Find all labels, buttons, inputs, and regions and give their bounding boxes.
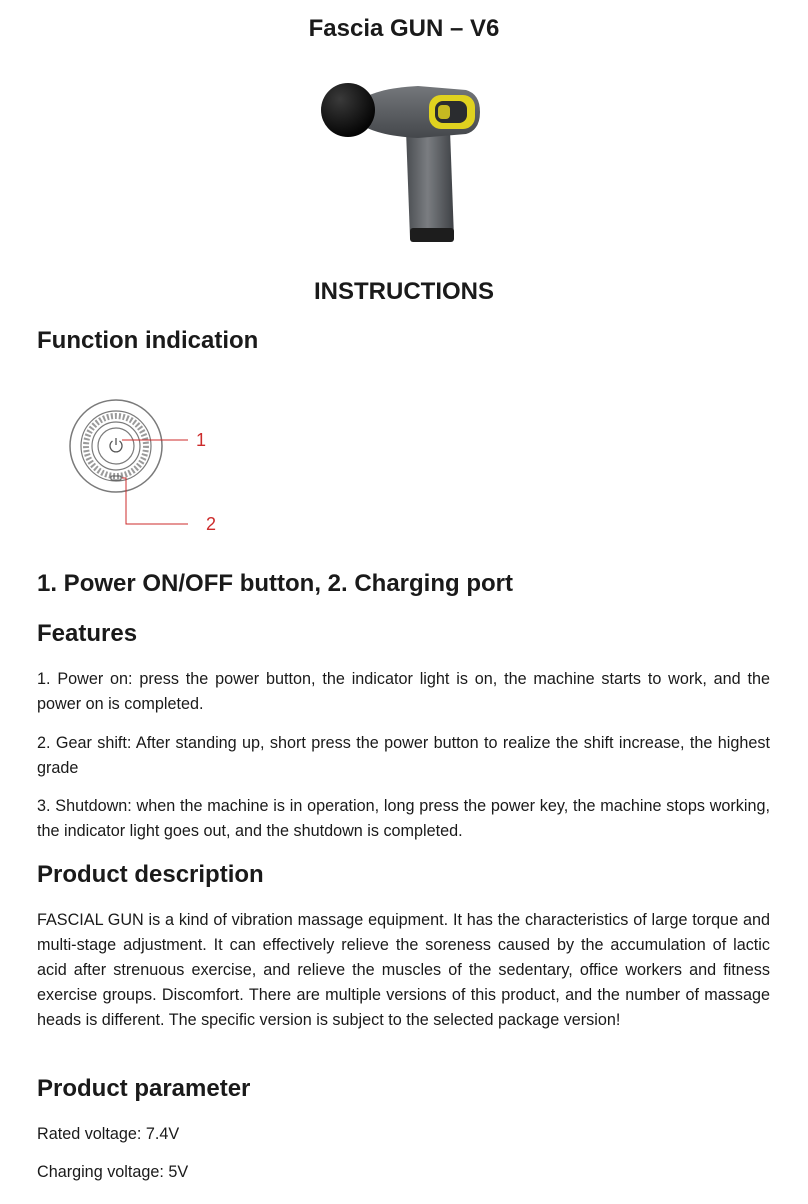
product-parameter-heading: Product parameter [37, 1075, 251, 1102]
feature-item-1: 1. Power on: press the power button, the indicator light is on, the machine starts to work, and the power on is completed. [37, 670, 770, 713]
product-description-text: FASCIAL GUN is a kind of vibration massage equipment. It has the characteristics of large torque and multi-stage adjustment. It can effectively relieve the soreness caused by the accumulation of lactic acid after strenuous exercise, and relieve the muscles of the sedentary, office workers and fitness exercise groups. Discomfort. There are multiple versions of this product, and the number of massage heads is different. The specific version is subject to the selected package version! [37, 911, 770, 1029]
callout-1-label: 1 [196, 430, 207, 450]
charging-voltage: Charging voltage: 5V [37, 1163, 189, 1181]
document-title: Fascia GUN – V6 [308, 15, 500, 42]
function-indication-heading: Function indication [37, 327, 259, 354]
massage-gun-image [318, 78, 483, 248]
power-button-diagram [60, 392, 230, 540]
instructions-title: INSTRUCTIONS [314, 278, 494, 305]
rated-voltage: Rated voltage: 7.4V [37, 1125, 180, 1143]
feature-item-3: 3. Shutdown: when the machine is in operation, long press the power key, the machine stops working, the indicator light goes out, and the shutdown is completed. [37, 797, 770, 840]
callout-2-label: 2 [206, 514, 217, 534]
feature-item-2: 2. Gear shift: After standing up, short press the power button to realize the shift increase, the highest grade [37, 734, 770, 777]
product-description-heading: Product description [37, 861, 264, 888]
features-heading: Features [37, 620, 138, 647]
function-caption: 1. Power ON/OFF button, 2. Charging port [37, 570, 513, 597]
